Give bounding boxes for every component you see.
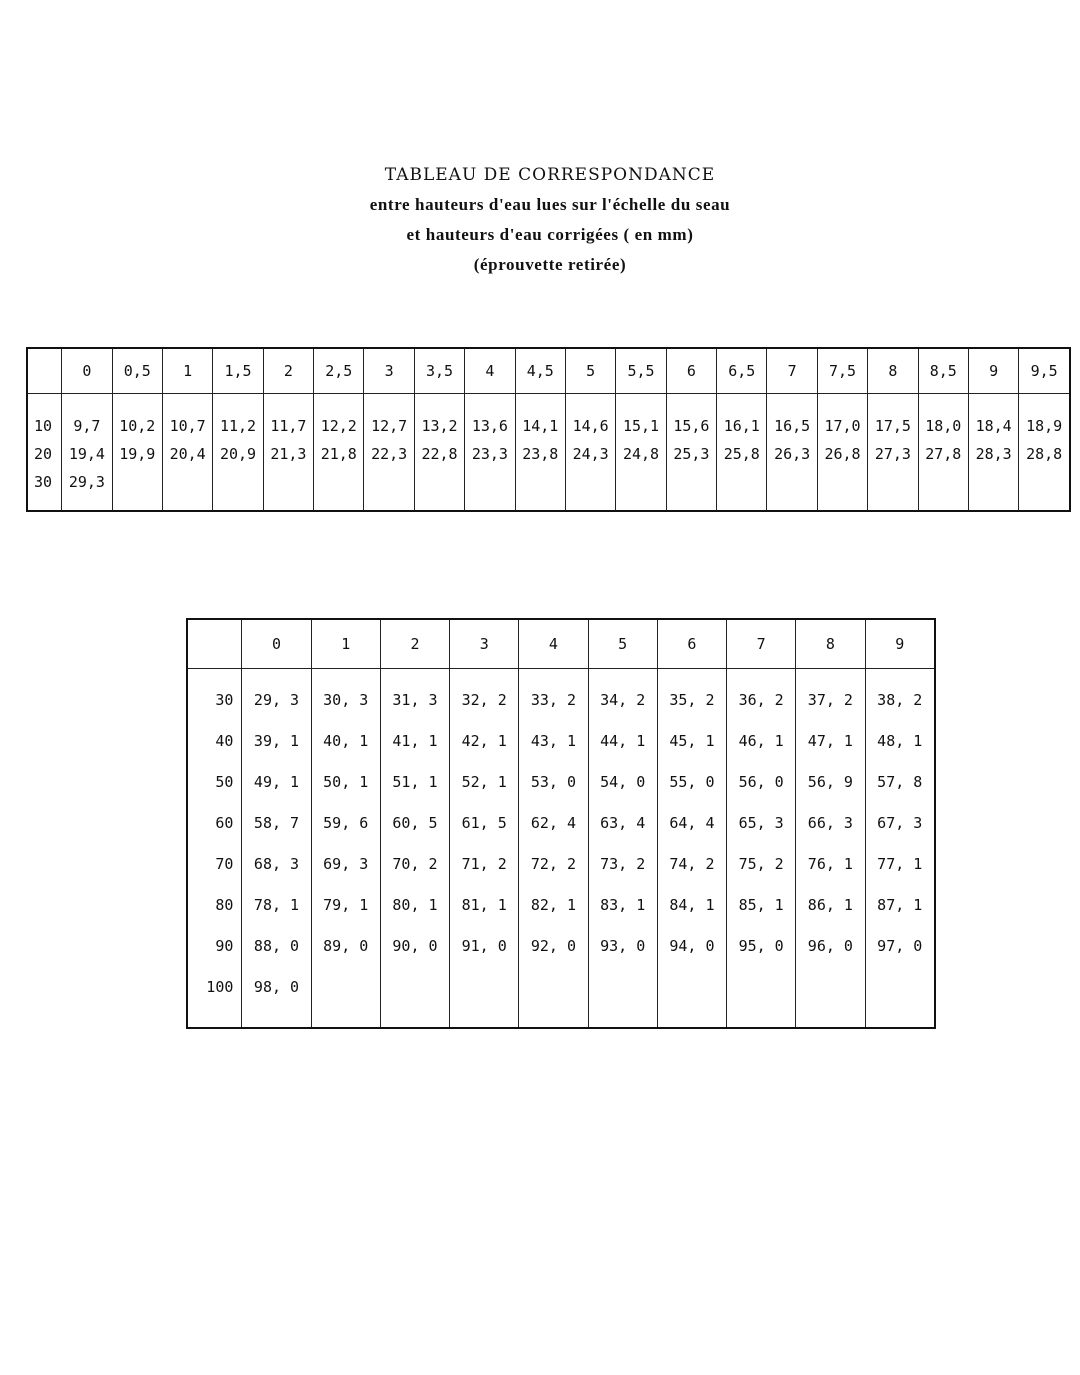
table1-value-cell: 26,8 (817, 440, 867, 468)
table1-value-cell: 26,3 (767, 440, 817, 468)
table2-value-cell: 54, 0 (588, 761, 657, 802)
table2-row-header: 80 (215, 895, 234, 914)
table2-value-cell: 48, 1 (865, 720, 935, 761)
table2-value-cell: 65, 3 (727, 802, 796, 843)
table1-value-cell: 18,0 (918, 394, 968, 441)
table1-column-header: 8 (868, 348, 918, 394)
table2-value-cell: 33, 2 (519, 669, 588, 721)
table2-value-cell: 93, 0 (588, 925, 657, 966)
table1-value-cell (968, 468, 1018, 511)
table2-value-cell: 31, 3 (380, 669, 449, 721)
table1-value-cell: 25,8 (717, 440, 767, 468)
table2-row-header: 40 (215, 731, 234, 750)
table1-value-cell (767, 468, 817, 511)
table1-column-header: 2,5 (314, 348, 364, 394)
table2-column-header: 1 (311, 619, 380, 669)
table2-value-cell (311, 966, 380, 1028)
table2-value-cell: 95, 0 (727, 925, 796, 966)
table2-value-cell: 73, 2 (588, 843, 657, 884)
table1-value-cell: 22,8 (414, 440, 464, 468)
table-row (27, 468, 1070, 511)
table1-value-cell (918, 468, 968, 511)
table2-column-header: 2 (380, 619, 449, 669)
table1-value-cell: 18,4 (968, 394, 1018, 441)
table2-value-cell: 91, 0 (450, 925, 519, 966)
table1-column-header: 3 (364, 348, 414, 394)
table2-value-cell: 38, 2 (865, 669, 935, 721)
table2-value-cell: 45, 1 (657, 720, 726, 761)
table1-column-header: 0,5 (112, 348, 162, 394)
table2-value-cell: 92, 0 (519, 925, 588, 966)
table2-value-cell: 94, 0 (657, 925, 726, 966)
table2-value-cell: 37, 2 (796, 669, 865, 721)
table2-value-cell: 29, 3 (242, 669, 311, 721)
correspondence-table-coarse (186, 618, 936, 1029)
table1-value-cell: 19,9 (112, 440, 162, 468)
table2-value-cell: 89, 0 (311, 925, 380, 966)
table-row (187, 669, 935, 721)
table1-value-cell (112, 468, 162, 511)
table2-value-cell: 35, 2 (657, 669, 726, 721)
table2-value-cell: 74, 2 (657, 843, 726, 884)
table-row (187, 761, 935, 802)
subtitle-line-3: (éprouvette retirée) (473, 255, 627, 274)
table-row (187, 843, 935, 884)
table1-value-cell (364, 468, 414, 511)
table1-column-header: 6,5 (717, 348, 767, 394)
table2-value-cell: 61, 5 (450, 802, 519, 843)
table2-value-cell: 67, 3 (865, 802, 935, 843)
table1-value-cell: 29,3 (62, 468, 112, 511)
table1-column-header: 9 (968, 348, 1018, 394)
table1-value-cell: 24,8 (616, 440, 666, 468)
table1-value-cell (162, 468, 212, 511)
table2-value-cell: 80, 1 (380, 884, 449, 925)
table2-value-cell: 51, 1 (380, 761, 449, 802)
table2-value-cell: 32, 2 (450, 669, 519, 721)
table2-value-cell (588, 966, 657, 1028)
table-row (187, 884, 935, 925)
table1-value-cell: 25,3 (666, 440, 716, 468)
table2-value-cell: 39, 1 (242, 720, 311, 761)
table1-value-cell: 11,7 (263, 394, 313, 441)
table2-row-header: 30 (215, 690, 234, 709)
table-row (187, 720, 935, 761)
table2-value-cell (727, 966, 796, 1028)
table1-value-cell (465, 468, 515, 511)
table1-value-cell (414, 468, 464, 511)
table1-column-header: 9,5 (1019, 348, 1070, 394)
table1-value-cell: 23,3 (465, 440, 515, 468)
table2-value-cell: 81, 1 (450, 884, 519, 925)
table1-column-header: 8,5 (918, 348, 968, 394)
table2-column-header: 7 (727, 619, 796, 669)
table2-column-header: 8 (796, 619, 865, 669)
table2-value-cell: 30, 3 (311, 669, 380, 721)
table2-value-cell: 56, 0 (727, 761, 796, 802)
table2-value-cell: 77, 1 (865, 843, 935, 884)
table2-value-cell: 58, 7 (242, 802, 311, 843)
table2-header-row (187, 619, 935, 669)
table2-column-header: 6 (657, 619, 726, 669)
table2-value-cell: 97, 0 (865, 925, 935, 966)
table1-body (27, 394, 1070, 512)
table-row (187, 966, 935, 1028)
table2-value-cell: 62, 4 (519, 802, 588, 843)
table1-column-header: 2 (263, 348, 313, 394)
table1-row-header: 20 (34, 445, 53, 463)
table-row (187, 802, 935, 843)
table2-value-cell: 41, 1 (380, 720, 449, 761)
table1-value-cell (314, 468, 364, 511)
table2-column-header: 4 (519, 619, 588, 669)
table2-value-cell: 71, 2 (450, 843, 519, 884)
subtitle-line-2: et hauteurs d'eau corrigées ( en mm) (406, 225, 694, 244)
table2-value-cell: 79, 1 (311, 884, 380, 925)
page-title: TABLEAU DE CORRESPONDANCE (384, 165, 716, 185)
table1-value-cell: 23,8 (515, 440, 565, 468)
table2-row-header: 90 (215, 936, 234, 955)
table1-value-cell: 28,8 (1019, 440, 1070, 468)
table2-value-cell: 76, 1 (796, 843, 865, 884)
table-row (27, 440, 1070, 468)
table2-value-cell: 98, 0 (242, 966, 311, 1028)
table2-column-header: 5 (588, 619, 657, 669)
table1-row-header: 30 (34, 473, 53, 491)
table2-value-cell: 66, 3 (796, 802, 865, 843)
table2-value-cell: 44, 1 (588, 720, 657, 761)
table1-column-header: 4,5 (515, 348, 565, 394)
table1-column-header: 5 (565, 348, 615, 394)
table1-value-cell: 14,1 (515, 394, 565, 441)
table1-value-cell (666, 468, 716, 511)
table2-value-cell: 72, 2 (519, 843, 588, 884)
table2-value-cell: 63, 4 (588, 802, 657, 843)
table1-value-cell: 27,8 (918, 440, 968, 468)
table1-value-cell (263, 468, 313, 511)
table1-value-cell: 20,9 (213, 440, 263, 468)
table1-value-cell: 15,1 (616, 394, 666, 441)
table2-corner-cell (187, 619, 242, 669)
table1-value-cell (717, 468, 767, 511)
table1-value-cell (868, 468, 918, 511)
table2-row-header: 60 (215, 813, 234, 832)
table2-value-cell: 47, 1 (796, 720, 865, 761)
table2-row-header: 50 (215, 772, 234, 791)
table1-column-header: 0 (62, 348, 112, 394)
table2-value-cell (796, 966, 865, 1028)
table2-value-cell: 87, 1 (865, 884, 935, 925)
table2-column-header: 3 (450, 619, 519, 669)
table2-value-cell: 84, 1 (657, 884, 726, 925)
table2-value-cell: 49, 1 (242, 761, 311, 802)
table1-column-header: 1,5 (213, 348, 263, 394)
table1-value-cell: 20,4 (162, 440, 212, 468)
table2-value-cell: 78, 1 (242, 884, 311, 925)
table2-value-cell: 83, 1 (588, 884, 657, 925)
table2-value-cell: 59, 6 (311, 802, 380, 843)
table1-value-cell: 21,3 (263, 440, 313, 468)
table-row (187, 925, 935, 966)
table1-value-cell: 28,3 (968, 440, 1018, 468)
table1-column-header: 4 (465, 348, 515, 394)
table2-value-cell: 55, 0 (657, 761, 726, 802)
table1-value-cell: 9,7 (62, 394, 112, 441)
table1-value-cell: 10,7 (162, 394, 212, 441)
table2-column-header: 0 (242, 619, 311, 669)
table1-value-cell: 10,2 (112, 394, 162, 441)
table2-value-cell: 57, 8 (865, 761, 935, 802)
table2-value-cell: 46, 1 (727, 720, 796, 761)
table1-value-cell (616, 468, 666, 511)
table2-row-header: 100 (206, 977, 234, 996)
table2-value-cell: 43, 1 (519, 720, 588, 761)
table1-column-header: 1 (162, 348, 212, 394)
table2-value-cell (865, 966, 935, 1028)
table1-value-cell (515, 468, 565, 511)
table1-value-cell: 16,1 (717, 394, 767, 441)
table1-column-header: 7 (767, 348, 817, 394)
table2-value-cell: 52, 1 (450, 761, 519, 802)
table2-value-cell (450, 966, 519, 1028)
table2-column-header: 9 (865, 619, 935, 669)
table2-value-cell: 60, 5 (380, 802, 449, 843)
table1-value-cell (213, 468, 263, 511)
table1-value-cell (565, 468, 615, 511)
table1-value-cell (817, 468, 867, 511)
table1-header-row (27, 348, 1070, 394)
table2-value-cell: 40, 1 (311, 720, 380, 761)
table2-value-cell (657, 966, 726, 1028)
table1-value-cell: 17,0 (817, 394, 867, 441)
table-row (27, 394, 1070, 441)
table1-value-cell: 22,3 (364, 440, 414, 468)
correspondence-table-fine (26, 347, 1071, 512)
table1-value-cell: 18,9 (1019, 394, 1070, 441)
table2-value-cell: 70, 2 (380, 843, 449, 884)
table2-value-cell (380, 966, 449, 1028)
table2-value-cell: 75, 2 (727, 843, 796, 884)
table2-value-cell (519, 966, 588, 1028)
table1-value-cell: 27,3 (868, 440, 918, 468)
table2-value-cell: 69, 3 (311, 843, 380, 884)
table2-value-cell: 86, 1 (796, 884, 865, 925)
table2-value-cell: 88, 0 (242, 925, 311, 966)
table1-value-cell: 13,2 (414, 394, 464, 441)
table2-value-cell: 34, 2 (588, 669, 657, 721)
table2-value-cell: 42, 1 (450, 720, 519, 761)
table1-value-cell: 17,5 (868, 394, 918, 441)
table1-value-cell (1019, 468, 1070, 511)
table2-value-cell: 82, 1 (519, 884, 588, 925)
table1-column-header: 5,5 (616, 348, 666, 394)
table2-value-cell: 85, 1 (727, 884, 796, 925)
table2-value-cell: 56, 9 (796, 761, 865, 802)
table1-value-cell: 16,5 (767, 394, 817, 441)
table1-value-cell: 11,2 (213, 394, 263, 441)
table2-body (187, 669, 935, 1029)
table1-value-cell: 13,6 (465, 394, 515, 441)
table1-value-cell: 12,2 (314, 394, 364, 441)
document-title-block (0, 160, 1080, 280)
table2-row-header: 70 (215, 854, 234, 873)
table1-value-cell: 19,4 (62, 440, 112, 468)
table1-value-cell: 15,6 (666, 394, 716, 441)
table2-value-cell: 96, 0 (796, 925, 865, 966)
table1-value-cell: 21,8 (314, 440, 364, 468)
table1-column-header: 3,5 (414, 348, 464, 394)
table2-value-cell: 90, 0 (380, 925, 449, 966)
table2-value-cell: 36, 2 (727, 669, 796, 721)
table2-value-cell: 53, 0 (519, 761, 588, 802)
table1-column-header: 6 (666, 348, 716, 394)
table2-value-cell: 68, 3 (242, 843, 311, 884)
table2-value-cell: 64, 4 (657, 802, 726, 843)
table1-value-cell: 24,3 (565, 440, 615, 468)
subtitle-line-1: entre hauteurs d'eau lues sur l'échelle du seau (369, 195, 731, 214)
table2-value-cell: 50, 1 (311, 761, 380, 802)
table1-value-cell: 14,6 (565, 394, 615, 441)
table1-row-header: 10 (34, 417, 53, 435)
table1-corner-cell (27, 348, 62, 394)
table1-column-header: 7,5 (817, 348, 867, 394)
table1-value-cell: 12,7 (364, 394, 414, 441)
